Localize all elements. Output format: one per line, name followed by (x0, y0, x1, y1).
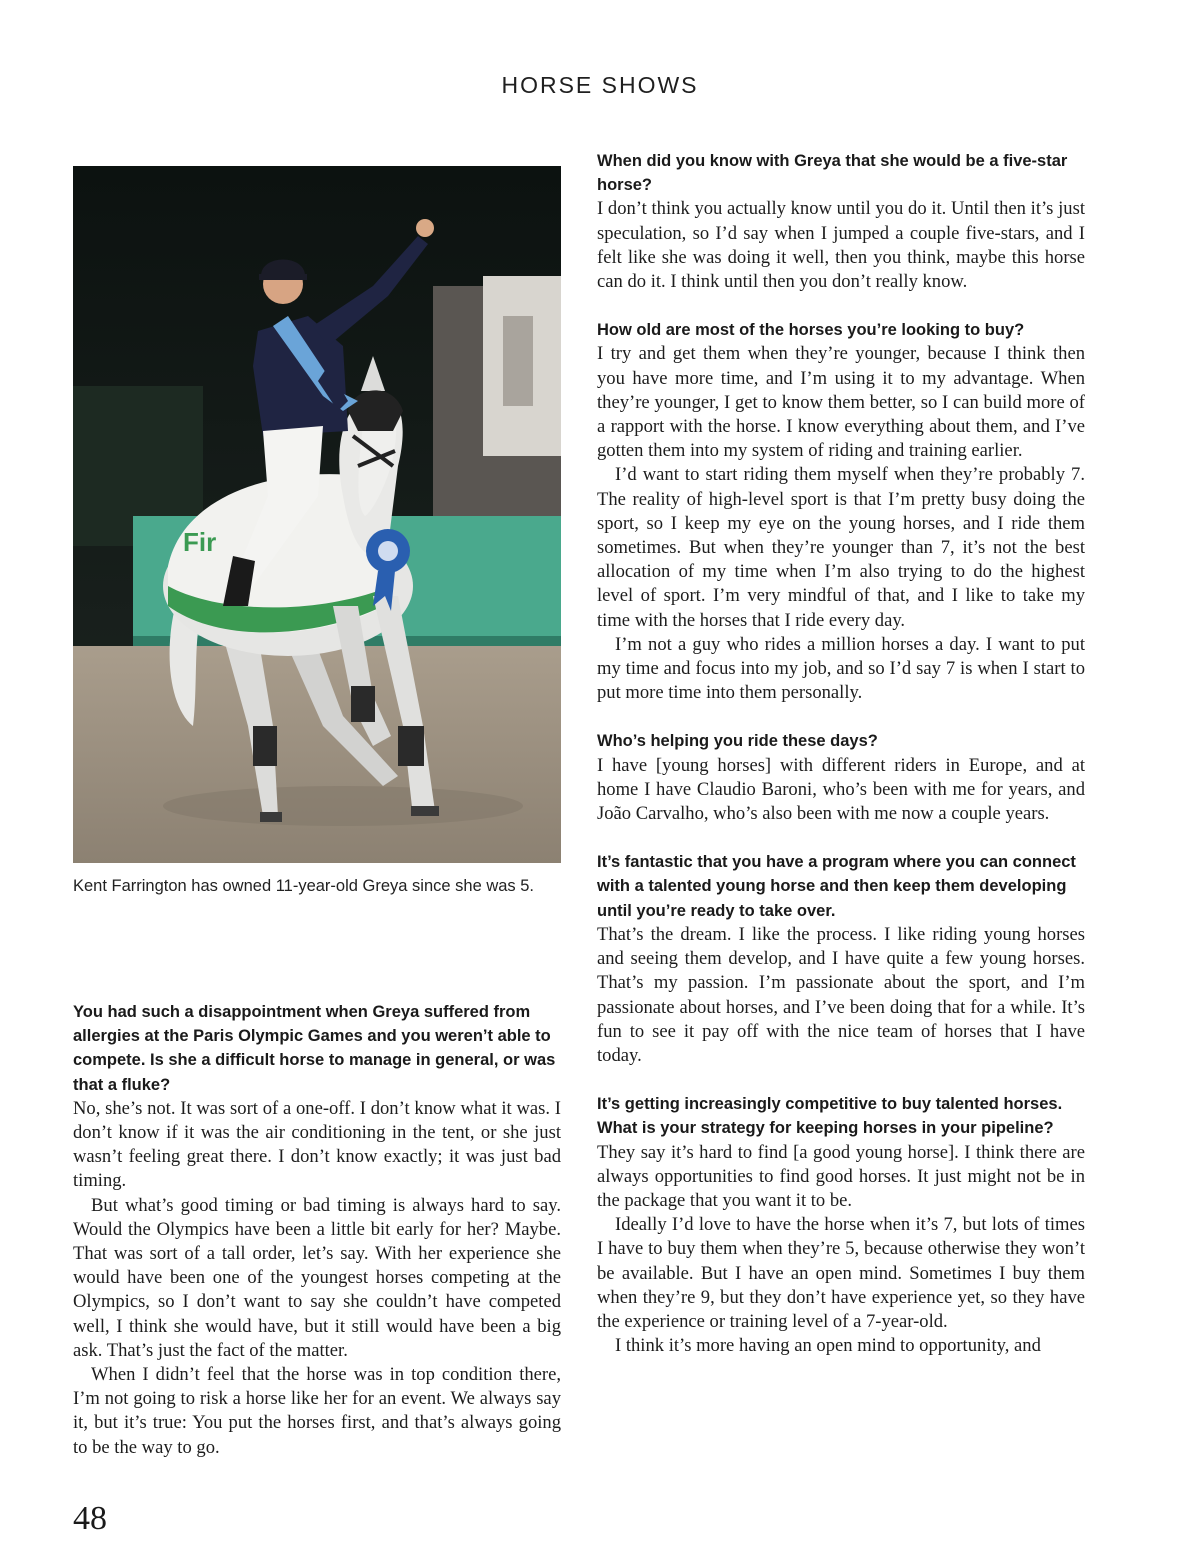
right-column (597, 149, 1085, 1358)
section-header: HORSE SHOWS (501, 72, 699, 98)
interview-answer: That’s the dream. I like the process. I like riding young horses and seeing them develop, and I have quite a few young horses. That’s my passion. I’m passionate about the sport, and I’m passionate about horses, and I’ve been doing that for a while. It’s fun to see it pay off with the nice team of horses that I have today. (597, 923, 1085, 1066)
interview-answer: I think it’s more having an open mind to opportunity, and (615, 1335, 1041, 1357)
interview-answer: I’d want to start riding them myself when they’re probably 7. The reality of high-level sport is that I’m pretty busy doing the sport, so I keep my eye on the young horses, and I ride them sometimes. But when they’re younger than 7, it’s not the best allocation of my time when I’m also trying to do the highest level of sport. I’m very mindful of that, and I like to take my time with the horses that I ride every day. (597, 464, 1085, 631)
interview-question: You had such a disappointment when Greya suffered from allergies at the Paris Olympic Games and you weren’t able to compete. Is she a difficult horse to manage in general, or was that a fluke? (73, 1003, 556, 1094)
horse-rider-illustration (73, 166, 561, 863)
interview-answer: No, she’s not. It was sort of a one-off. I don’t know what it was. I don’t know if it was the air conditioning in the tent, or she just wasn’t feeling great there. I don’t know exactly; it was just bad timing. (73, 1097, 561, 1192)
interview-question: It’s fantastic that you have a program where you can connect with a talented young horse and then keep them developing until you’re ready to take over. (597, 853, 1076, 920)
interview-question: Who’s helping you ride these days? (597, 732, 878, 751)
interview-question: How old are most of the horses you’re looking to buy? (597, 321, 1025, 340)
left-column (73, 1000, 561, 1460)
interview-question: It’s getting increasingly competitive to buy talented horses. What is your strategy for keeping horses in your pipeline? (597, 1095, 1063, 1138)
rider-photo (73, 166, 561, 863)
interview-answer: When I didn’t feel that the horse was in top condition there, I’m not going to risk a horse like her for an event. We always say it, but it’s true: You put the horses first, and that’s always going to be the way to go. (73, 1364, 561, 1458)
interview-question: When did you know with Greya that she would be a five-star horse? (597, 152, 1068, 195)
interview-answer: They say it’s hard to find [a good young horse]. I think there are always opportunities to find good horses. It just might not be in the package that you want it to be. (597, 1141, 1085, 1211)
interview-answer: I’m not a guy who rides a million horses a day. I want to put my time and focus into my job, and so I’d say 7 is when I start to put more time into them personally. (597, 633, 1085, 704)
svg-text:Fir: Fir (183, 527, 217, 557)
interview-answer: I try and get them when they’re younger, because I think then you have more time, and I’m using it to my advantage. When they’re younger, I get to know them better, so I can build more of a rapport with the horse. I know everything about them, and I’ve gotten them into my system of riding and training earlier. (597, 343, 1085, 462)
interview-answer: Ideally I’d love to have the horse when it’s 7, but lots of times I have to buy them when they’re 5, because otherwise they won’t be available. But I have an open mind. Sometimes I buy them when they’re 9, but they don’t have experience yet, so they have the experience or training level of a 7-year-old. (597, 1214, 1085, 1332)
page-number: 48 (73, 1500, 107, 1537)
interview-answer: I don’t think you actually know until you do it. Until then it’s just speculation, so I’d say when I jumped a couple five-stars, and I felt like she was doing it well, then you think, maybe this horse can do it. I think until then you don’t really know. (597, 198, 1085, 293)
photo-caption: Kent Farrington has owned 11-year-old Greya since she was 5. (73, 877, 535, 895)
interview-answer: I have [young horses] with different riders in Europe, and at home I have Claudio Baroni, who’s been with me for years, and João Carvalho, who’s also been with me now a couple years. (597, 754, 1085, 825)
interview-answer: But what’s good timing or bad timing is always hard to say. Would the Olympics have been a little bit early for her? Maybe. That was sort of a tall order, let’s say. With her experience she would have been one of the youngest horses competing at the Olympics, so I don’t want to say she couldn’t have competed well, I think she would have, but it still would have been a big ask. That’s just the fact of the matter. (73, 1194, 561, 1361)
